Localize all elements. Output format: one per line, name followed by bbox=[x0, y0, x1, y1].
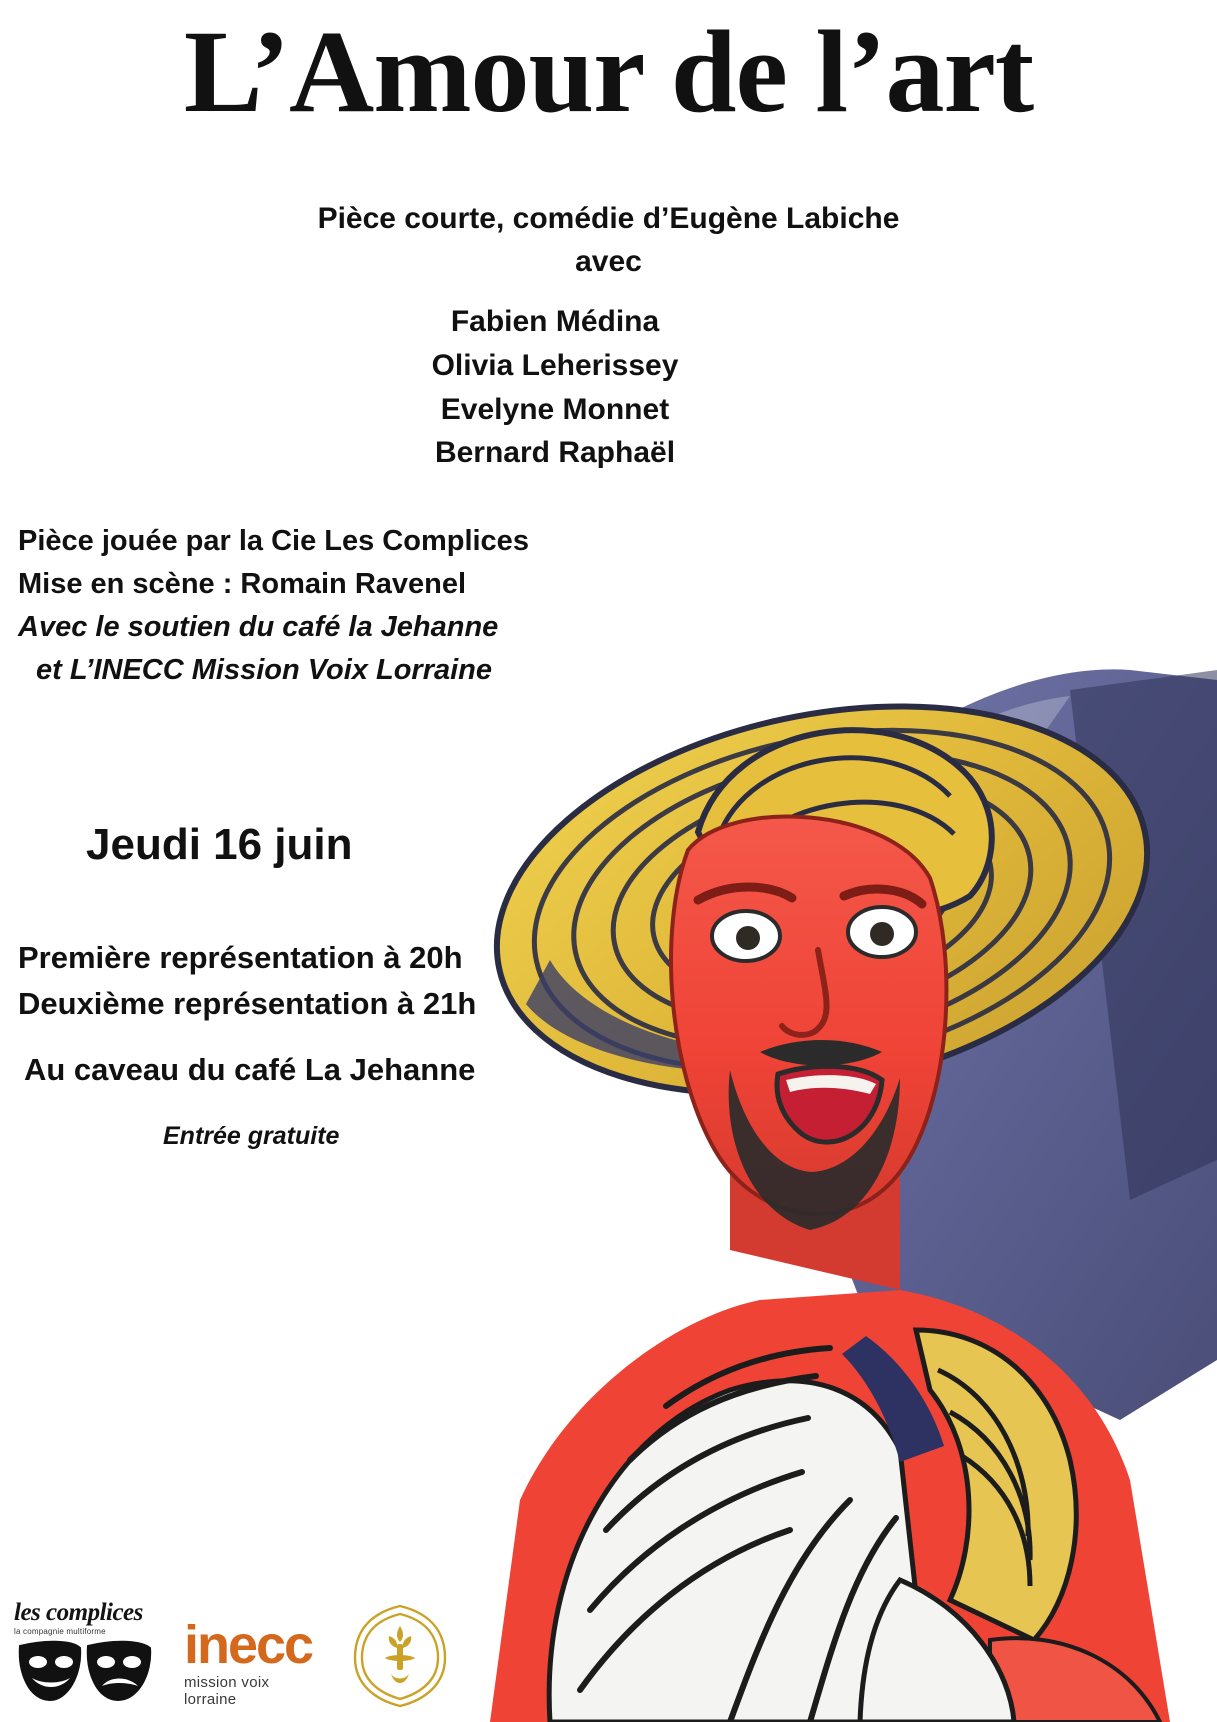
subtitle-line-2: avec bbox=[575, 244, 642, 278]
lorraine-crest-icon bbox=[345, 1600, 455, 1710]
logo-inecc-tagline: mission voix lorraine bbox=[184, 1674, 270, 1708]
poster-title: L’Amour de l’art bbox=[183, 6, 1034, 137]
support-line-1: Avec le soutien du café la Jehanne bbox=[18, 610, 499, 643]
showtimes-block bbox=[18, 935, 638, 1027]
logo-les-complices bbox=[14, 1600, 164, 1712]
logo-inecc-wordmark: inecc bbox=[184, 1615, 313, 1675]
subtitle-line-1: Pièce courte, comédie d’Eugène Labiche bbox=[317, 202, 900, 235]
logo-inecc bbox=[184, 1615, 324, 1708]
venue: Au caveau du café La Jehanne bbox=[24, 1052, 476, 1087]
theatre-masks-icon bbox=[14, 1638, 158, 1704]
event-date: Jeudi 16 juin bbox=[86, 820, 353, 869]
director-line: Mise en scène : Romain Ravenel bbox=[18, 567, 467, 600]
footer-logos bbox=[0, 1587, 1217, 1722]
showtime-second: Deuxième représentation à 21h bbox=[18, 985, 477, 1021]
support-line-2: et L’INECC Mission Voix Lorraine bbox=[36, 653, 493, 686]
entry-note: Entrée gratuite bbox=[163, 1122, 340, 1150]
cast-list bbox=[0, 300, 1110, 475]
logo-region bbox=[345, 1600, 455, 1710]
cast-member: Olivia Leherissey bbox=[431, 348, 679, 382]
cast-member: Evelyne Monnet bbox=[440, 392, 670, 426]
company-line: Pièce jouée par la Cie Les Complices bbox=[18, 525, 529, 557]
poster-subtitle bbox=[0, 198, 1217, 283]
credits-block bbox=[18, 520, 718, 692]
performer-illustration bbox=[430, 600, 1217, 1722]
cast-member: Bernard Raphaël bbox=[434, 436, 676, 470]
logo-complices-wordmark: les complices bbox=[14, 1599, 143, 1626]
cast-member: Fabien Médina bbox=[450, 305, 660, 338]
logo-complices-tagline: la compagnie multiforme bbox=[14, 1627, 106, 1636]
showtime-first: Première représentation à 20h bbox=[18, 940, 463, 975]
